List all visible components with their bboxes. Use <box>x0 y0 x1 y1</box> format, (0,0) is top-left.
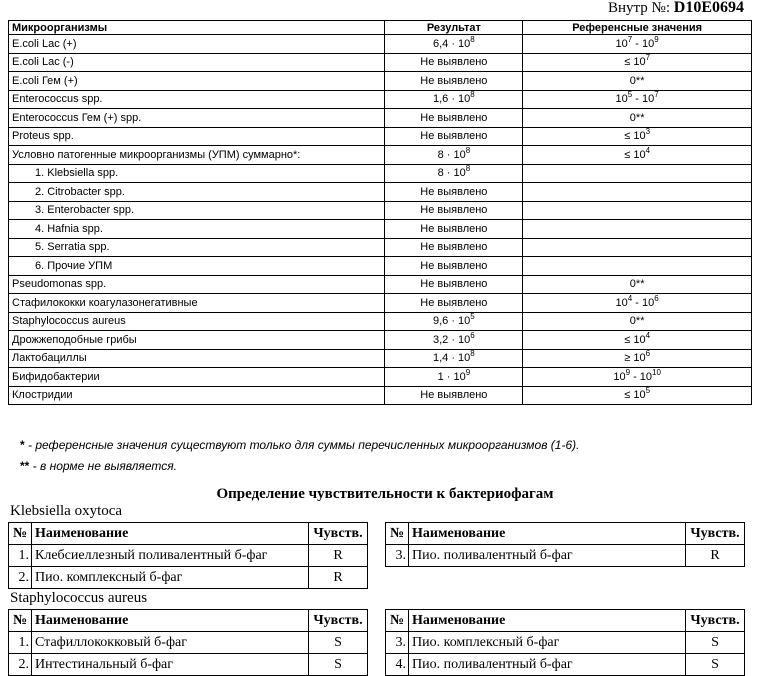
reference-value <box>523 238 752 257</box>
result-value: $6,4 \cdot 10^8$ <box>385 35 523 54</box>
result-value: Не выявлено <box>385 220 523 239</box>
col-header-sensitivity: Чувств. <box>686 523 745 545</box>
result-row <box>9 35 752 54</box>
phage-number: 2. <box>9 654 32 676</box>
phage-name: Стафиллококковый б-фаг <box>32 632 309 654</box>
result-value: Не выявлено <box>385 127 523 146</box>
phage-header-row <box>386 610 745 632</box>
phage-name: Пио. комплексный б-фаг <box>409 632 686 654</box>
phage-row <box>386 632 745 654</box>
result-value: Не выявлено <box>385 109 523 128</box>
microorganism-name: Pseudomonas spp. <box>9 275 385 294</box>
result-value: Не выявлено <box>385 386 523 405</box>
col-header-name: Наименование <box>32 610 309 632</box>
footnote-1-mark: * <box>20 438 25 452</box>
col-header-sensitivity: Чувств. <box>309 523 368 545</box>
phage-number: 2. <box>9 567 32 589</box>
phage-row <box>386 654 745 676</box>
microorganism-name: Стафилококки коагулазонегативные <box>9 294 385 313</box>
results-header-row <box>9 21 752 35</box>
reference-value <box>523 220 752 239</box>
result-row <box>9 72 752 91</box>
microorganism-name: 5. Serratia spp. <box>9 238 385 257</box>
phage-header-row <box>386 523 745 545</box>
result-row <box>9 257 752 276</box>
phage-header-row <box>9 523 368 545</box>
result-value: Не выявлено <box>385 201 523 220</box>
phage-name: Клебсиеллезный поливалентный б-фаг <box>32 545 309 567</box>
result-row <box>9 183 752 202</box>
result-value: $9,6 \cdot 10^5$ <box>385 312 523 331</box>
phage-name: Пио. комплексный б-фаг <box>32 567 309 589</box>
phage-sensitivity: S <box>686 632 745 654</box>
footnote-1-text: - референсные значения существуют только для суммы перечисленных микроорганизмов (1-6). <box>24 438 580 452</box>
phage-row <box>9 632 368 654</box>
microorganism-name: E.coli Lac (+) <box>9 35 385 54</box>
result-value: $3,2 \cdot 10^6$ <box>385 331 523 350</box>
reference-value: ≤ $10^5$ <box>523 386 752 405</box>
phage-table-left <box>8 522 368 589</box>
result-row <box>9 146 752 165</box>
microorganism-name: Клостридии <box>9 386 385 405</box>
microorganism-name: Лактобациллы <box>9 349 385 368</box>
result-row <box>9 201 752 220</box>
phage-name: Пио. поливалентный б-фаг <box>409 545 686 567</box>
microorganism-name: Enterococcus Гем (+) spp. <box>9 109 385 128</box>
result-row <box>9 220 752 239</box>
reference-value: $10^9 - 10^{10}$ <box>523 368 752 387</box>
microorganism-name: Дрожжеподобные грибы <box>9 331 385 350</box>
reference-value: $10^7 - 10^9$ <box>523 35 752 54</box>
result-value: Не выявлено <box>385 294 523 313</box>
col-header-result: Результат <box>385 21 523 35</box>
phage-header-row <box>9 610 368 632</box>
organism-name: Staphylococcus aureus <box>10 590 148 606</box>
phage-number: 1. <box>9 545 32 567</box>
result-row <box>9 90 752 109</box>
col-header-name: Наименование <box>409 610 686 632</box>
result-value: $1,6 \cdot 10^8$ <box>385 90 523 109</box>
phage-row <box>9 567 368 589</box>
reference-value: ≤ $10^4$ <box>523 146 752 165</box>
organism-name: Klebsiella oxytoca <box>10 503 123 519</box>
col-header-sensitivity: Чувств. <box>309 610 368 632</box>
result-value: Не выявлено <box>385 183 523 202</box>
result-row <box>9 312 752 331</box>
phage-row <box>386 545 745 567</box>
lab-id-value: D10E0694 <box>673 0 744 16</box>
phage-number: 1. <box>9 632 32 654</box>
result-row <box>9 349 752 368</box>
phage-sensitivity: S <box>309 654 368 676</box>
phage-table-right <box>385 609 745 676</box>
result-row <box>9 109 752 128</box>
footnote-2-mark: ** <box>20 459 30 473</box>
col-header-reference: Референсные значения <box>523 21 752 35</box>
phage-sensitivity: R <box>309 545 368 567</box>
microbiology-results-table <box>8 20 752 405</box>
result-row <box>9 386 752 405</box>
result-value: $8 \cdot 10^8$ <box>385 164 523 183</box>
reference-value <box>523 257 752 276</box>
result-row <box>9 275 752 294</box>
phage-number: 3. <box>386 545 409 567</box>
result-value: Не выявлено <box>385 53 523 72</box>
col-header-name: Наименование <box>32 523 309 545</box>
footnote-2-text: - в норме не выявляется. <box>29 459 177 473</box>
microorganism-name: 1. Klebsiella spp. <box>9 164 385 183</box>
result-value: $1,4 \cdot 10^8$ <box>385 349 523 368</box>
reference-value <box>523 201 752 220</box>
microorganism-name: 4. Hafnia spp. <box>9 220 385 239</box>
reference-value: $10^5 - 10^7$ <box>523 90 752 109</box>
results-body <box>9 35 752 405</box>
result-row <box>9 53 752 72</box>
col-header-num: № <box>9 523 32 545</box>
col-header-num: № <box>9 610 32 632</box>
phage-number: 4. <box>386 654 409 676</box>
microorganism-name: 3. Enterobacter spp. <box>9 201 385 220</box>
result-value: Не выявлено <box>385 238 523 257</box>
result-value: Не выявлено <box>385 72 523 91</box>
reference-value: 0** <box>523 72 752 91</box>
reference-value <box>523 183 752 202</box>
result-row <box>9 331 752 350</box>
microorganism-name: Enterococcus spp. <box>9 90 385 109</box>
result-value: $1 \cdot 10^9$ <box>385 368 523 387</box>
phage-sensitivity: S <box>309 632 368 654</box>
microorganism-name: Staphylococcus aureus <box>9 312 385 331</box>
reference-value: ≤ $10^3$ <box>523 127 752 146</box>
phage-table-left <box>8 609 368 676</box>
microorganism-name: E.coli Lac (-) <box>9 53 385 72</box>
result-row <box>9 368 752 387</box>
phage-section-title: Определение чувствительности к бактериофагам <box>216 486 554 502</box>
phage-row <box>9 654 368 676</box>
microorganism-name: 6. Прочие УПМ <box>9 257 385 276</box>
result-row <box>9 164 752 183</box>
reference-value: ≤ $10^7$ <box>523 53 752 72</box>
footnote-1 <box>20 438 579 452</box>
result-value: $8 \cdot 10^8$ <box>385 146 523 165</box>
lab-id-label: Внутр №: <box>608 0 671 16</box>
result-value: Не выявлено <box>385 257 523 276</box>
result-row <box>9 294 752 313</box>
phage-sensitivity: R <box>309 567 368 589</box>
reference-value: ≥ $10^6$ <box>523 349 752 368</box>
reference-value <box>523 164 752 183</box>
microorganism-name: Proteus spp. <box>9 127 385 146</box>
col-header-num: № <box>386 610 409 632</box>
footnote-2 <box>20 459 177 473</box>
microorganism-name: Бифидобактерии <box>9 368 385 387</box>
phage-row <box>9 545 368 567</box>
col-header-name: Наименование <box>409 523 686 545</box>
phage-sensitivity: S <box>686 654 745 676</box>
lab-id-header <box>608 0 744 17</box>
result-row <box>9 127 752 146</box>
reference-value: 0** <box>523 275 752 294</box>
microorganism-name: E.coli Гем (+) <box>9 72 385 91</box>
phage-name: Интестинальный б-фаг <box>32 654 309 676</box>
col-header-microorganisms: Микроорганизмы <box>9 21 385 35</box>
col-header-sensitivity: Чувств. <box>686 610 745 632</box>
phage-table-right <box>385 522 745 567</box>
reference-value: $10^4 - 10^6$ <box>523 294 752 313</box>
microorganism-name: Условно патогенные микроорганизмы (УПМ) суммарно*: <box>9 146 385 165</box>
reference-value: ≤ $10^4$ <box>523 331 752 350</box>
microorganism-name: 2. Citrobacter spp. <box>9 183 385 202</box>
phage-sensitivity: R <box>686 545 745 567</box>
result-value: Не выявлено <box>385 275 523 294</box>
result-row <box>9 238 752 257</box>
col-header-num: № <box>386 523 409 545</box>
reference-value: 0** <box>523 312 752 331</box>
phage-name: Пио. поливалентный б-фаг <box>409 654 686 676</box>
phage-number: 3. <box>386 632 409 654</box>
reference-value: 0** <box>523 109 752 128</box>
